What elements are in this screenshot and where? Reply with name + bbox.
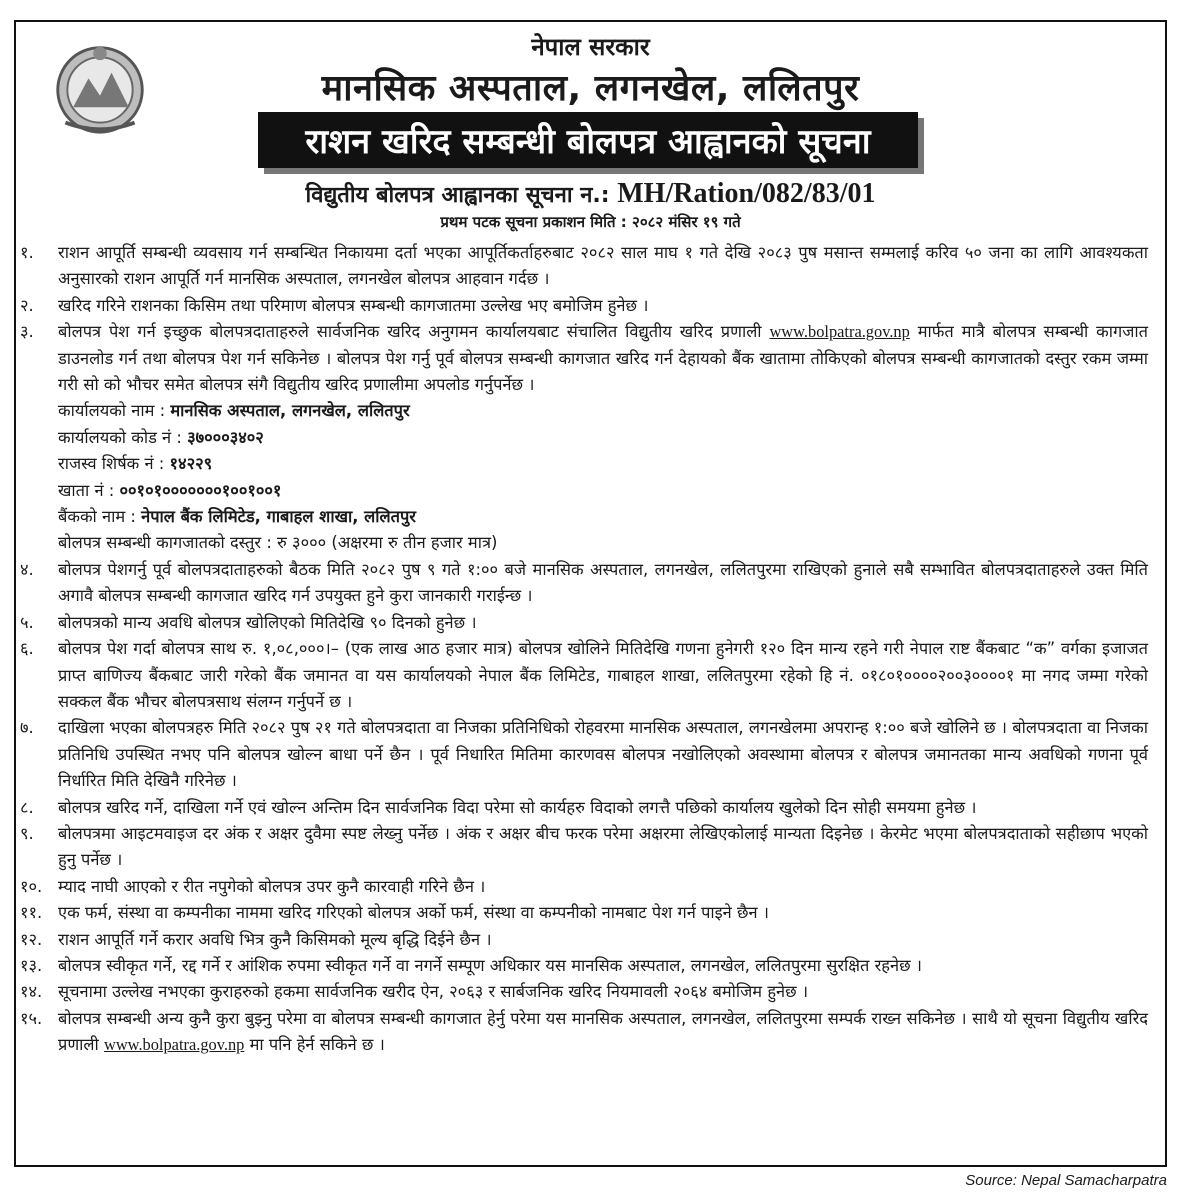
item-text: बोलपत्र खरिद गर्ने, दाखिला गर्ने एवं खोल्न अन्तिम दिन सार्वजनिक विदा परेमा सो कार्यहरु विदाको लगत्तै पछिको कार्यालय खुलेको दिन सोही समयमा हुनेछ । — [58, 797, 977, 817]
bank-detail-row — [58, 398, 1148, 424]
detail-value: ३७०००३४०२ — [187, 427, 264, 447]
item-number: ९. — [20, 823, 34, 843]
list-item — [20, 319, 1148, 398]
item-text — [58, 319, 1148, 398]
bolpatra-link[interactable]: www.bolpatra.gov.np — [769, 322, 910, 342]
bank-detail-row — [58, 425, 1148, 451]
notice-number: MH/Ration/082/83/01 — [617, 178, 876, 209]
item-number: १०. — [20, 876, 43, 896]
item-text: बोलपत्र पेश गर्दा बोलपत्र साथ रु. १,०८,०००।– (एक लाख आठ हजार मात्र) बोलपत्र खोलिने मितिदेखि गणना हुनेगरी १२० दिन मान्य रहने गरी नेपाल राष्ट बैंकबाट “क” वर्गका इजाजत प्राप्त बाणिज्य बैंकबाट जारी गरेको बैंक जमानत वा यस कार्यालयको नेपाल बैंक लिमिटेड, गाबाहल शाखा, ललितपुरमा रहेको हि नं. ०१८०१००००२००३००००१ मा नगद जम्मा गरेको सक्कल बैंक भौचर बोलपत्रसाथ संलग्न गर्नुपर्ने छ । — [58, 639, 1148, 711]
list-item — [20, 636, 1148, 715]
detail-value: नेपाल बैंक लिमिटेड, गाबाहल शाखा, ललितपुर — [141, 507, 416, 527]
government-name: नेपाल सरकार — [531, 33, 650, 61]
item-number: १५. — [20, 1008, 43, 1028]
item-number: ५. — [20, 612, 34, 632]
bank-detail-row — [58, 478, 1148, 504]
item-number: ११. — [20, 903, 43, 923]
item-number: ४. — [20, 559, 34, 579]
item-text: राशन आपूर्ति गर्ने करार अवधि भित्र कुनै किसिमको मूल्य बृद्धि दिईने छैन । — [58, 929, 492, 949]
list-item — [20, 715, 1148, 794]
notice-title-banner: राशन खरिद सम्बन्धी बोलपत्र आह्वानको सूचना — [258, 112, 918, 168]
item-text: म्याद नाघी आएको र रीत नपुगेको बोलपत्र उपर कुनै कारवाही गरिने छैन । — [58, 876, 486, 896]
item-text-part: बोलपत्र पेश गर्न इच्छुक बोलपत्रदाताहरुले सार्वजनिक खरिद अनुगमन कार्यालयबाट संचालित विद्युतीय खरिद प्रणाली — [58, 322, 762, 342]
list-item — [20, 927, 1148, 953]
detail-value: १४२२९ — [169, 454, 213, 474]
publish-date: प्रथम पटक सूचना प्रकाशन मिति : २०८२ मंसिर १९ गते — [440, 213, 741, 231]
item-text-part: मार्फत मात्रै बोलपत्र सम्बन्धी कागजात डाउनलोड गर्न तथा बोलपत्र पेश गर्न सकिनेछ । बोलपत्र पेश गर्नु पूर्व बोलपत्र सम्बन्धी कागजात खरिद गर्न देहायको बैंक खातामा तोकिएको बोलपत्र सम्बन्धी कागजातको दस्तुर रकम जम्मा गरी सो को भौचर समेत बोलपत्र संगै विद्युतीय खरिद प्रणालीमा अपलोड गर्नुपर्नेछ । — [58, 322, 1148, 395]
item-number: ३. — [20, 322, 34, 342]
list-item — [20, 979, 1148, 1005]
bolpatra-link[interactable]: www.bolpatra.gov.np — [104, 1035, 245, 1055]
list-item — [20, 240, 1148, 293]
list-item — [20, 874, 1148, 900]
detail-label: कार्यालयको नाम : — [58, 401, 166, 421]
item-text: खरिद गरिने राशनका किसिम तथा परिमाण बोलपत्र सम्बन्धी कागजातमा उल्लेख भए बमोजिम हुनेछ । — [58, 295, 649, 315]
item-text: सूचनामा उल्लेख नभएका कुराहरुको हकमा सार्वजनिक खरीद ऐन, २०६३ र सार्बजनिक खरिद नियमावली २०६४ बमोजिम हुनेछ । — [58, 982, 809, 1002]
item-text: राशन आपूर्ति सम्बन्धी व्यवसाय गर्न सम्बन्धित निकायमा दर्ता भएका आपूर्तिकर्ताहरुबाट २०८२ साल माघ १ गते देखि २०८३ पुष मसान्त सम्मलाई करिव ५० जना का लागि आवश्यकता अनुसारको राशन आपूर्ति गर्न मानसिक अस्पताल, लगनखेल बोलपत्र आहवान गर्दछ । — [58, 243, 1148, 289]
item-text-part: मा पनि हेर्न सकिने छ । — [249, 1035, 385, 1055]
item-number: १३. — [20, 955, 43, 975]
detail-value: ००१०१०००००००१००१००१ — [119, 480, 282, 500]
notice-number-line — [0, 178, 1181, 210]
item-text: बोलपत्रमा आइटमवाइज दर अंक र अक्षर दुवैमा स्पष्ट लेख्नु पर्नेछ । अंक र अक्षर बीच फरक परेमा अक्षरमा लेखिएकोलाई मान्यता दिइनेछ । केरमेट भएमा बोलपत्रदाताको सहीछाप भएको हुनु पर्नेछ । — [58, 823, 1148, 870]
list-item — [20, 1006, 1148, 1059]
detail-label: खाता नं : — [58, 480, 115, 500]
item-text: बोलपत्रको मान्य अवधि बोलपत्र खोलिएको मितिदेखि ९० दिनको हुनेछ । — [58, 612, 477, 632]
item-number: १४. — [20, 982, 43, 1002]
item-number: ७. — [20, 718, 34, 738]
hospital-name: मानसिक अस्पताल, लगनखेल, ललितपुर — [321, 68, 860, 109]
notice-number-label: विद्युतीय बोलपत्र आह्वानका सूचना न.: — [305, 183, 610, 208]
item-text: एक फर्म, संस्था वा कम्पनीका नाममा खरिद गरिएको बोलपत्र अर्को फर्म, संस्था वा कम्पनीको नामबाट पेश गर्न पाइने छैन । — [58, 903, 769, 923]
item-number: १२. — [20, 929, 43, 949]
item-number: १. — [20, 243, 34, 262]
bank-detail-row — [58, 504, 1148, 530]
item-number: ८. — [20, 797, 34, 817]
list-item — [20, 610, 1148, 636]
notice-body — [20, 240, 1148, 1059]
list-item — [20, 900, 1148, 926]
item-text — [58, 1006, 1148, 1059]
item-text-part: बोलपत्र सम्बन्धी अन्य कुनै कुरा बुझ्नु परेमा वा बोलपत्र सम्बन्धी कागजात हेर्नु परेमा यस मानसिक अस्पताल, लगनखेल, ललितपुरमा सम्पर्क राख्न सकिनेछ । साथै यो सूचना विद्युतीय खरिद प्रणाली — [58, 1008, 1148, 1055]
list-item — [20, 953, 1148, 979]
detail-label: बैंकको नाम : — [58, 507, 136, 527]
detail-label: राजस्व शिर्षक नं : — [58, 454, 165, 474]
item-number: ६. — [20, 639, 34, 659]
source-credit: Source: Nepal Samacharpatra — [965, 1172, 1167, 1189]
detail-label: बोलपत्र सम्बन्धी कागजातको दस्तुर : रु ३००० (अक्षरमा रु तीन हजार मात्र) — [58, 533, 498, 553]
item-number: २. — [20, 295, 34, 315]
bank-detail-row — [58, 530, 1148, 556]
detail-value: मानसिक अस्पताल, लगनखेल, ललितपुर — [170, 401, 410, 421]
list-item — [20, 795, 1148, 821]
list-item — [20, 557, 1148, 610]
list-item — [20, 293, 1148, 319]
item-text: बोलपत्र स्वीकृत गर्ने, रद्द गर्ने र आंशिक रुपमा स्वीकृत गर्ने वा नगर्ने सम्पूण अधिकार यस मानसिक अस्पताल, लगनखेल, ललितपुरमा सुरक्षित रहनेछ । — [58, 955, 922, 975]
item-text: बोलपत्र पेशगर्नु पूर्व बोलपत्रदाताहरुको बैठक मिति २०८२ पुष ९ गते १:०० बजे मानसिक अस्पताल, लगनखेल, ललितपुरमा राखिएको हुनाले सबै सम्भावित बोलपत्रदाताहरुले उक्त मिति अगावै बोलपत्र सम्बन्धी कागजात खरिद गर्न उपयुक्त हुने कुरा जानकारी गराईन्छ । — [58, 559, 1148, 606]
bank-details — [20, 398, 1148, 556]
bank-detail-row — [58, 451, 1148, 477]
item-text: दाखिला भएका बोलपत्रहरु मिति २०८२ पुष २१ गते बोलपत्रदाता वा निजका प्रतिनिधिको रोहवरमा मानसिक अस्पताल, लगनखेलमा अपरान्ह १:०० बजे खोलिने छ । बोलपत्रदाता वा निजका प्रतिनिधि उपस्थित नभए पनि बोलपत्र खोल्न बाधा पर्ने छैन । पूर्व निधारित मितिमा कारणवस बोलपत्र नखोलिएको अवस्थामा बोलपत्र र बोलपत्र जमानतका मान्य अवधिको गणना पूर्व निर्धारित मिति देखिनै गरिनेछ । — [58, 718, 1149, 791]
detail-label: कार्यालयको कोड नं : — [58, 427, 182, 447]
list-item — [20, 821, 1148, 874]
